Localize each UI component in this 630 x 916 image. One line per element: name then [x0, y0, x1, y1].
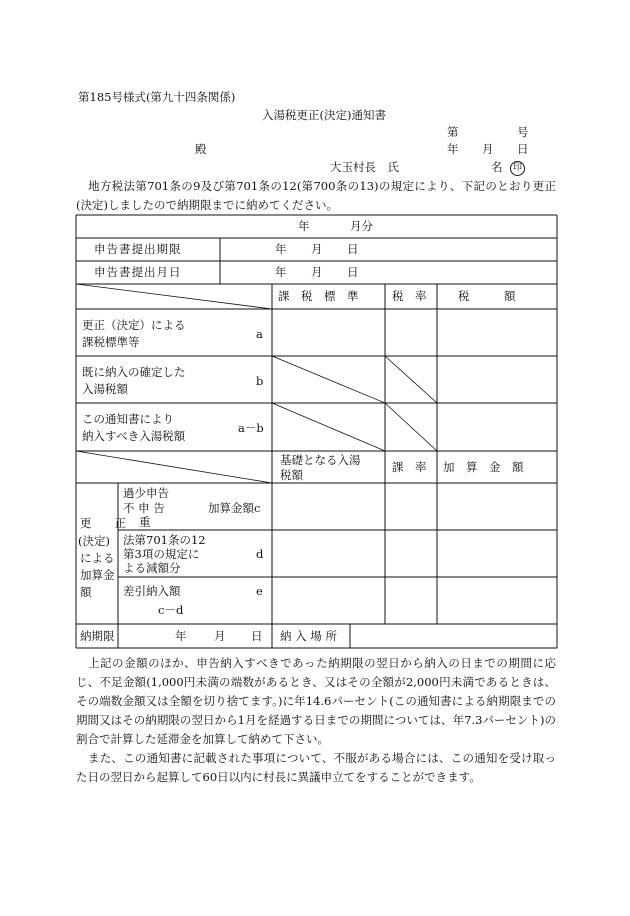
- document-title: 入湯税更正(決定)通知書: [262, 108, 386, 122]
- period-month: 月分: [350, 219, 373, 233]
- issuer-name: 大玉村長 氏: [330, 160, 399, 174]
- date-day: 日: [517, 142, 529, 156]
- row-ab-label-2: 納入すべき入湯税額: [82, 429, 186, 443]
- col-header-basis-2: 税額: [280, 468, 303, 482]
- submitted-month: 月: [311, 265, 323, 279]
- doc-number-dai: 第: [447, 125, 459, 139]
- doc-number-go: 号: [517, 125, 529, 139]
- row-e-key: e: [256, 584, 263, 598]
- form-number: 第185号様式(第九十四条関係): [78, 90, 236, 104]
- row-c-label-1: 過少申告: [123, 486, 169, 500]
- row-b-key: b: [256, 374, 264, 388]
- due-month: 月: [214, 629, 226, 643]
- row-c-label-3: 重: [139, 515, 151, 529]
- row-ab-key: a－b: [238, 421, 264, 435]
- side-heading-5: 額: [80, 585, 92, 599]
- date-month: 月: [482, 142, 494, 156]
- row-c-key: 加算金額c: [208, 501, 261, 515]
- note-paragraph-2: また、この通知書に記載された事項について、不服がある場合には、この通知を受け取った日の翌日から起算して60日以内に村長に異議申立てをすることができます。: [76, 751, 556, 784]
- row-ab-label-1: この通知書により: [82, 412, 174, 426]
- col-header-rate2: 課 率: [392, 460, 427, 474]
- due-day: 日: [251, 629, 263, 643]
- col-header-standard: 課 税 標 準: [278, 289, 359, 303]
- notes-block: [76, 654, 556, 787]
- row-e-label: 差引納入額: [123, 584, 181, 598]
- intro-text: 地方税法第701条の9及び第701条の12(第700条の13)の規定により、下記のとおり更正(決定)しましたので納期限までに納めてください。: [76, 179, 556, 212]
- row-b-label-2: 入湯税額: [82, 382, 128, 396]
- deadline-label: 申告書提出期限: [94, 242, 182, 256]
- note-paragraph-1: 上記の金額のほか、申告納入すべきであった納期限の翌日から納入の日までの期間に応じ、不足金額(1,000円未満の端数があるとき、又はその全額が2,000円未満であるときは、その端数金額又は全額を切り捨てます。)に年14.6パーセント(この通知書による納期限までの期間又はその納期限の翌日から1月を経過する日までの期間については、年7.3パーセント)の割合で計算した延滞金を加算して納めて下さい。: [76, 656, 556, 746]
- col-header-basis-1: 基礎となる入湯: [280, 453, 361, 467]
- row-d-label-3: よる減額分: [123, 561, 181, 575]
- deadline-year: 年: [275, 242, 287, 256]
- payment-place-label: 納 入 場 所: [280, 629, 337, 643]
- issuer-mei: 名: [491, 160, 503, 174]
- row-d-key: d: [256, 547, 264, 561]
- row-d-label-1: 法第701条の12: [123, 533, 206, 547]
- due-label: 納期限: [80, 629, 115, 643]
- col-header-surcharge: 加 算 金 額: [443, 460, 524, 474]
- row-c-label-2: 不 申 告: [123, 501, 165, 515]
- due-year: 年: [175, 629, 187, 643]
- side-heading-4: 加算金: [80, 568, 115, 582]
- row-e-formula: c－d: [158, 603, 184, 617]
- row-a-label-2: 課税標準等: [82, 335, 140, 349]
- submitted-day: 日: [347, 265, 359, 279]
- submitted-year: 年: [275, 265, 287, 279]
- date-year: 年: [447, 142, 459, 156]
- deadline-day: 日: [347, 242, 359, 256]
- submitted-label: 申告書提出月日: [94, 265, 182, 279]
- deadline-month: 月: [311, 242, 323, 256]
- side-heading-3: による: [80, 551, 115, 565]
- seal-mark: 印: [510, 161, 525, 176]
- col-header-rate: 税 率: [392, 289, 427, 303]
- side-heading-2: (決定): [78, 534, 110, 548]
- period-year: 年: [298, 219, 310, 233]
- row-a-label-1: 更正（決定）による: [82, 318, 186, 332]
- row-d-label-2: 第3項の規定に: [123, 547, 200, 561]
- addressee-suffix: 殿: [195, 142, 207, 156]
- row-a-key: a: [256, 327, 263, 341]
- side-heading-1: 更 正: [80, 516, 126, 530]
- row-b-label-1: 既に納入の確定した: [82, 365, 186, 379]
- col-header-tax: 税 額: [458, 289, 516, 303]
